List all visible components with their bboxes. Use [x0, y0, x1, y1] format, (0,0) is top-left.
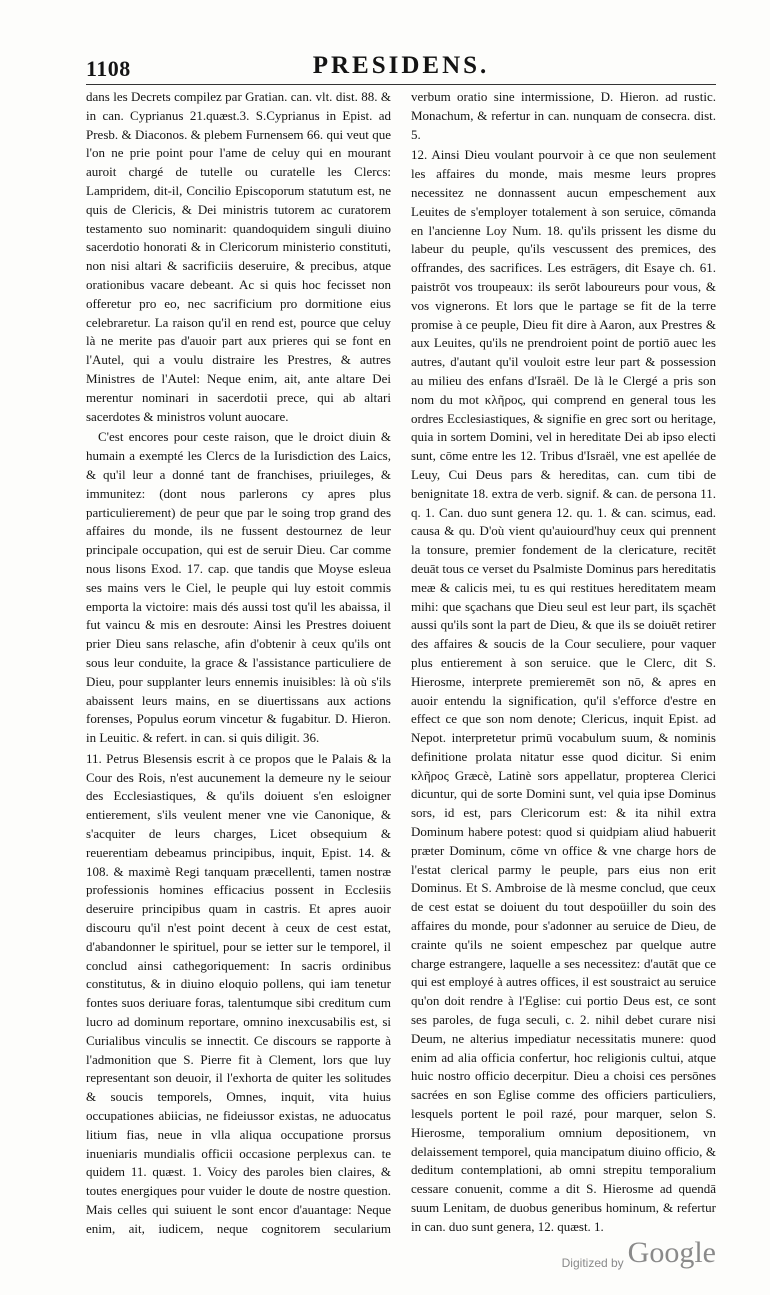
page-number: 1108	[86, 56, 131, 81]
paragraph: 11. Petrus Blesensis escrit à ce propos que le Palais & la Cour des Rois, n'est aucunement la demeure ny le seiour des Ecclesiastiques, & qu'ils doiuent s'en esloigner entierement, s'ils veulent mener vne vie Canonique, & s'acquiter de leurs charges, Licet obsequium & reuerentiam debeamus principibus, inquit, Epist. 14. & 108. & maximè Regi tanquam præcellenti, tamen nostræ professionis homines efficacius possent in Ecclesiis deseruire principibus quam in castris. Et apres auoir discouru qu'il n'est point decent à ceux de cest estat, d'abandonner le spirituel, pour se ietter sur le temporel, il conclud ainsi cathegoriquement: In sacris ordinibus constitutus, & in diuino eloquio pollens, qui iam tenetur fontes suos deriuare foras, talentumque sibi creditum cum lucro ad dominum reportare, omnino inexcusabilis est, si Curialibus vinculis se innectit. Ce discours se rapporte à l'admonition que S. Pierre fit à Clement, lors que luy representant son deuoir, il l'exhorta de quiter les solitudes & soucis temporels, Omnes, inquit, vita huius occupationes abiicias, ne fideiussor existas, ne aduocatus litium fias, neue in vlla aliqua occupatione prorsus inueniaris mundialis officii occasione perplexus can. te quidem 11. quæst. 1. Voicy des paroles bien claires, & toutes energiques pour vuider le doute de nostre question. Mais celles qui suiuent le sont encor d'auantage: Neque enim, ait, iudicem, neque cognitorem secularium	[86, 750, 391, 1236]
watermark-prefix: Digitized by	[561, 1256, 624, 1270]
page-header	[86, 48, 716, 86]
paragraph: 12. Ainsi Dieu voulant pourvoir à ce que non seulement les affaires du monde, mais mesme leurs propres necessitez ne donnassent aucun empeschement aux Leuites de s'employer totalement à son seruice, cōmanda en l'ancienne Loy Num. 18. qu'ils prissent les disme du labeur du peuple, qu'ils vescussent des premices, des offrandes, des sacrifices. Les estrāgers, dit Esaye ch. 61. paistrōt vos troupeaux: ils serōt laboureurs pour vous, & vos vignerons. Et lors que le partage se fit de la terre promise à ce peuple, Dieu fit dire à Aaron, aux Prestres & aux Leuites, qu'ils ne prendroient point de portiō auec les autres, d'autant qu'il vouloit estre leur part & possession au milieu des enfans d'Israël. De là le Clergé a pris son nom du mot κλῆρος, qui comprend en general tous les ordres Ecclesiastiques, & signifie en grec sort ou heritage, quia in sortem Domini, vel in hereditate Dei ab ipso electi sunt, cōme entre les 12. Tribus d'Israël, vne est apellée de Leuy, Cui Deus pars & hereditas, can. cum tibi de benignitate 18. extra de verb. signif. & can. de persona 11. q. 1. Can. duo sunt genera 12. qu. 1. & can. scimus, ead. causa & qu. D'où vient qu'auiourd'huy ceux qui prennent la tonsure, premier fondement de la clericature, recitēt deuāt tous ce verset du Psalmiste Dominus pars hereditatis meæ & calicis mei, tu es qui restitues hereditatem meam mihi: que sçachans que Dieu seul est leur part, ils sçachēt aussi qu'ils sont la part de Dieu, & que ils se doiuēt retirer des affaires & soucis de la Cour seculiere, pour vaquer plus entierement à son seruice. que le Clerc, dit S. Hierosme, interprete premieremēt son nō, & apres en auoir entendu la signification, qu'il s'efforce d'estre en effect ce que son nom denote; Clericus, inquit Epist. ad Nepot. interpretetur primū vocabulum suum, & nominis definitione prolata nitatur esse quod dicitur. Si enim κλῆρος Græcè, Latinè sors appellatur, propterea Clerici dicuntur, qui de sorte Domini sunt, vel quia ipse Dominus sors, id est, pars Clericorum est: & ita nihil extra Dominum habere potest: quod si quidpiam aliud habuerit præter Dominum, cōme vn office & vne charge hors de l'estat clerical parmy le peuple, pars eius non erit Dominus. Et S. Ambroise de là mesme conclud, que ceux de cest estat se doiuent du tout despoüiller du soin des affaires du monde, pour s'adonner au seruice de Dieu, de crainte qu'ils ne soient empeschez par quelque autre charge estrangere, laquelle a ses necessitez: d'autāt que ce qui est employé à autres offices, il est soustraict au seruice qu'on doit rendre à l'Eglise: cui portio Deus est, ce sont ses paroles, de fuga seculi, c. 2. nihil debet curare nisi Deum, ne alterius impediatur necessitatis munere: quod enim ad alia officia confertur, hoc religionis cultui, atque huic nostro officio decerpitur. Dieu a choisi ces persōnes sacrées en son Eglise comme des officiers particuliers, lesquels portent le poil razé, pour marquer, selon S. Hierosme, temporalium omnium depositionem, vn delaissement temporel, quia mancipatum diuino officio, & deditum contemplationi, ab omni strepitu temporalium cessare conuenit, comme a dit S. Hierosme ad quendā suum Lenitam, de duobus generibus hominum, & refertur in can. duo sunt genera, 12. quæst. 1.	[411, 147, 716, 1234]
google-logo: Google	[627, 1236, 716, 1269]
left-column	[86, 88, 391, 1238]
paragraph: verbum oratio sine intermissione, D. Hieron. ad rustic. Monachum, & refertur in can. nunquam de consecra. dist. 5.	[411, 89, 716, 142]
header-rule	[86, 84, 716, 85]
paragraph: dans les Decrets compilez par Gratian. can. vlt. dist. 88. & in can. Cyprianus 21.quæst.3. S.Cyprianus in Epist. ad Presb. & Diaconos. & plebem Furnensem 66. qui veut que l'on ne prie point pour l'ame de celuy qui en mourant auroit chargé de tutelle ou curatelle les Clercs: Lampridem, dit-il, Concilio Episcoporum statutum est, ne quis de Clericis, & Dei ministris tutorem ac curatorem testamento suo nominarit: quandoquidem singuli diuino sacerdotio honorati & in Clericorum ministerio constituti, non nisi altari & sacrificiis deseruire, & precibus, atque orationibus vacare debeant. Ac si quis hoc fecisset non offeretur pro eo, nec sacrificium pro dormitione eius celebraretur. La raison qu'il en rend est, pource que celuy là ne merite pas d'auoir part aux prieres qui se font en l'Autel, qui a voulu distraire les Prestres, & autres Ministres de l'Autel: Neque enim, ait, ante altare Dei merentur nominari in sacerdotii prece, qui ab altari sacerdotes & ministros volunt auocare.	[86, 89, 391, 424]
google-digitized-watermark	[536, 1236, 716, 1276]
right-column	[411, 88, 716, 1238]
paragraph: C'est encores pour ceste raison, que le droict diuin & humain a exempté les Clercs de la Iurisdiction des Laics, & qu'il leur a donné tant de franchises, priuileges, & immunitez: (dont nous parlerons cy apres plus particulierement) de peur que par le soing trop grand des affaires du monde, ils ne fussent destournez de leur principale occupation, qui est de seruir Dieu. Car comme nous lisons Exod. 17. cap. que tandis que Moyse esleua ses mains vers le Ciel, le peuple qui luy estoit commis emporta la victoire: mais dés aussi tost qu'il les abaissa, il fut vaincu & mis en desroute: Ainsi les Prestres doiuent prier Dieu sans relasche, afin d'obtenir à ceux qu'ils ont sous leur conduite, la grace & l'assistance particuliere de Dieu, pour supplanter leurs ennemis inuisibles: là où s'ils abaissent leurs mains, en se diuertissans aux actions forenses, Populus eorum vincetur & fugabitur. D. Hieron. in Leuitic. & refert. in can. si quis diligit. 36.	[86, 429, 391, 746]
running-title: PRESIDENS.	[312, 52, 490, 79]
